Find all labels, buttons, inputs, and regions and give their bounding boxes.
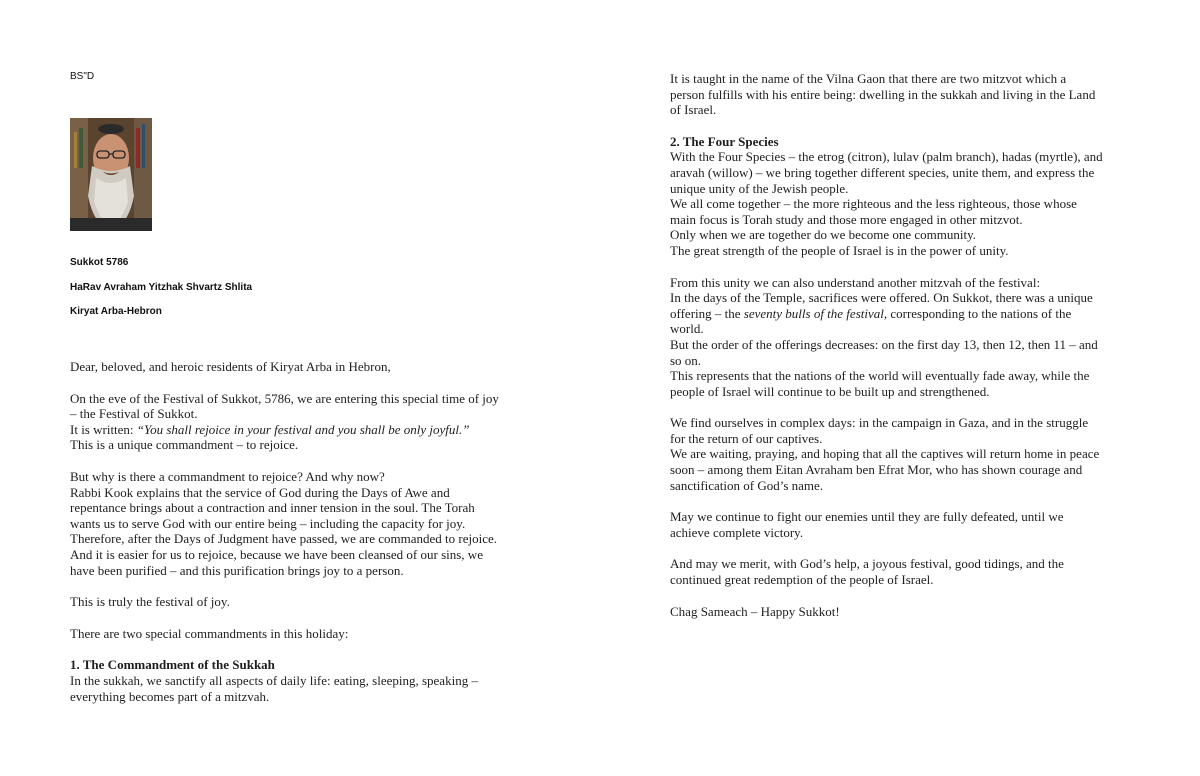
text-line: person fulfills with his entire being: dwelling in the sukkah and living in the Land bbox=[670, 86, 1096, 102]
text-line: Rabbi Kook explains that the service of God during the Days of Awe and bbox=[70, 484, 450, 500]
paragraph-complex-days bbox=[670, 415, 1140, 493]
text-line bbox=[70, 422, 530, 438]
text-line: This is a unique commandment – to rejoice. bbox=[70, 437, 299, 453]
text-line: Chag Sameach – Happy Sukkot! bbox=[670, 603, 840, 619]
text-line: Therefore, after the Days of Judgment have passed, we are commanded to rejoice. bbox=[70, 531, 498, 547]
right-body bbox=[670, 71, 1140, 635]
text-line: It is taught in the name of the Vilna Gaon that there are two mitzvot which a bbox=[670, 71, 1067, 86]
text-line: This represents that the nations of the world will eventually fade away, while the bbox=[670, 368, 1090, 384]
section-heading: 1. The Commandment of the Sukkah bbox=[70, 657, 275, 673]
text-line: have been purified – and this purification brings joy to a person. bbox=[70, 562, 404, 578]
text-line: The great strength of the people of Israel is in the power of unity. bbox=[670, 242, 1009, 258]
text-line: so on. bbox=[670, 352, 702, 368]
text-line: We find ourselves in complex days: in the campaign in Gaza, and in the struggle bbox=[670, 415, 1089, 431]
text-line: achieve complete victory. bbox=[670, 524, 804, 540]
text-fragment: , corresponding to the nations of the bbox=[883, 305, 1072, 321]
text-line bbox=[670, 306, 1140, 322]
text-line: – the Festival of Sukkot. bbox=[70, 406, 198, 422]
greeting bbox=[70, 359, 530, 375]
festival-title: Sukkot 5786 bbox=[70, 257, 129, 268]
text-line: With the Four Species – the etrog (citron), lulav (palm branch), hadas (myrtle), and bbox=[670, 149, 1103, 165]
paragraph-festival-of-joy bbox=[70, 594, 530, 610]
section-heading: 2. The Four Species bbox=[670, 133, 779, 149]
text-line: main focus is Torah study and those more engaged in other mitzvot. bbox=[670, 211, 1023, 227]
paragraph-unity-offerings bbox=[670, 275, 1140, 400]
text-line: In the days of the Temple, sacrifices were offered. On Sukkot, there was a unique bbox=[670, 290, 1093, 306]
text-line: In the sukkah, we sanctify all aspects of daily life: eating, sleeping, speaking – bbox=[70, 672, 478, 688]
paragraph-redemption bbox=[670, 556, 1140, 587]
text-line: for the return of our captives. bbox=[670, 430, 823, 446]
text-line: We all come together – the more righteous and the less righteous, those whose bbox=[670, 196, 1077, 212]
section-four-species bbox=[670, 134, 1140, 259]
text-line: This is truly the festival of joy. bbox=[70, 594, 230, 610]
paragraph-why-rejoice bbox=[70, 469, 530, 578]
scripture-quote: “You shall rejoice in your festival and you shall be only joyful.” bbox=[136, 421, 470, 437]
bsd-header: BS"D bbox=[70, 71, 95, 82]
text-line: of Israel. bbox=[670, 102, 717, 118]
text-line: wants us to serve God with our entire being – including the capacity for joy. bbox=[70, 515, 466, 531]
text-fragment: offering – the bbox=[670, 305, 744, 321]
text-line: And it is easier for us to rejoice, because we have been cleansed of our sins, we bbox=[70, 546, 483, 562]
text-line: everything becomes part of a mitzvah. bbox=[70, 688, 270, 704]
text-line: soon – among them Eitan Avraham ben Efrat Mor, who has shown courage and bbox=[670, 462, 1083, 478]
text-line: continued great redemption of the people of Israel. bbox=[670, 572, 934, 588]
text-line: But the order of the offerings decreases: on the first day 13, then 12, then 11 – and bbox=[670, 336, 1098, 352]
closing-greeting bbox=[670, 604, 1140, 620]
text-line: repentance brings about a contraction and inner tension in the soul. The Torah bbox=[70, 500, 475, 516]
text-line: sanctification of God’s name. bbox=[670, 477, 824, 493]
text-line: people of Israel will continue to be built up and strengthened. bbox=[670, 383, 990, 399]
text-line: May we continue to fight our enemies until they are fully defeated, until we bbox=[670, 509, 1064, 525]
section-sukkah bbox=[70, 657, 530, 704]
text-line: But why is there a commandment to rejoice? And why now? bbox=[70, 468, 385, 484]
text-line: And may we merit, with God’s help, a joyous festival, good tidings, and the bbox=[670, 556, 1064, 572]
text-line: From this unity we can also understand another mitzvah of the festival: bbox=[670, 274, 1041, 290]
paragraph-victory bbox=[670, 509, 1140, 540]
text-line: aravah (willow) – we bring together different species, unite them, and express the bbox=[670, 164, 1095, 180]
paragraph-vilna-gaon bbox=[670, 71, 1140, 118]
paragraph-eve-of-sukkot bbox=[70, 391, 530, 453]
text-line: There are two special commandments in this holiday: bbox=[70, 625, 349, 641]
text-line: Dear, beloved, and heroic residents of Kiryat Arba in Hebron, bbox=[70, 359, 391, 374]
text-line: We are waiting, praying, and hoping that all the captives will return home in peace bbox=[670, 446, 1100, 462]
text-line: world. bbox=[670, 321, 704, 337]
text-line: Only when we are together do we become one community. bbox=[670, 227, 977, 243]
author-name: HaRav Avraham Yitzhak Shvartz Shlita bbox=[70, 282, 253, 293]
author-location: Kiryat Arba-Hebron bbox=[70, 306, 162, 317]
emphasis-text: seventy bulls of the festival bbox=[743, 305, 884, 321]
text-fragment: It is written: bbox=[70, 421, 137, 437]
left-body bbox=[70, 359, 530, 720]
text-line: unique unity of the Jewish people. bbox=[670, 180, 849, 196]
text-line: On the eve of the Festival of Sukkot, 5786, we are entering this special time of joy bbox=[70, 390, 499, 406]
right-page bbox=[600, 0, 1200, 776]
paragraph-two-commandments bbox=[70, 626, 530, 642]
rabbi-portrait bbox=[70, 118, 152, 231]
